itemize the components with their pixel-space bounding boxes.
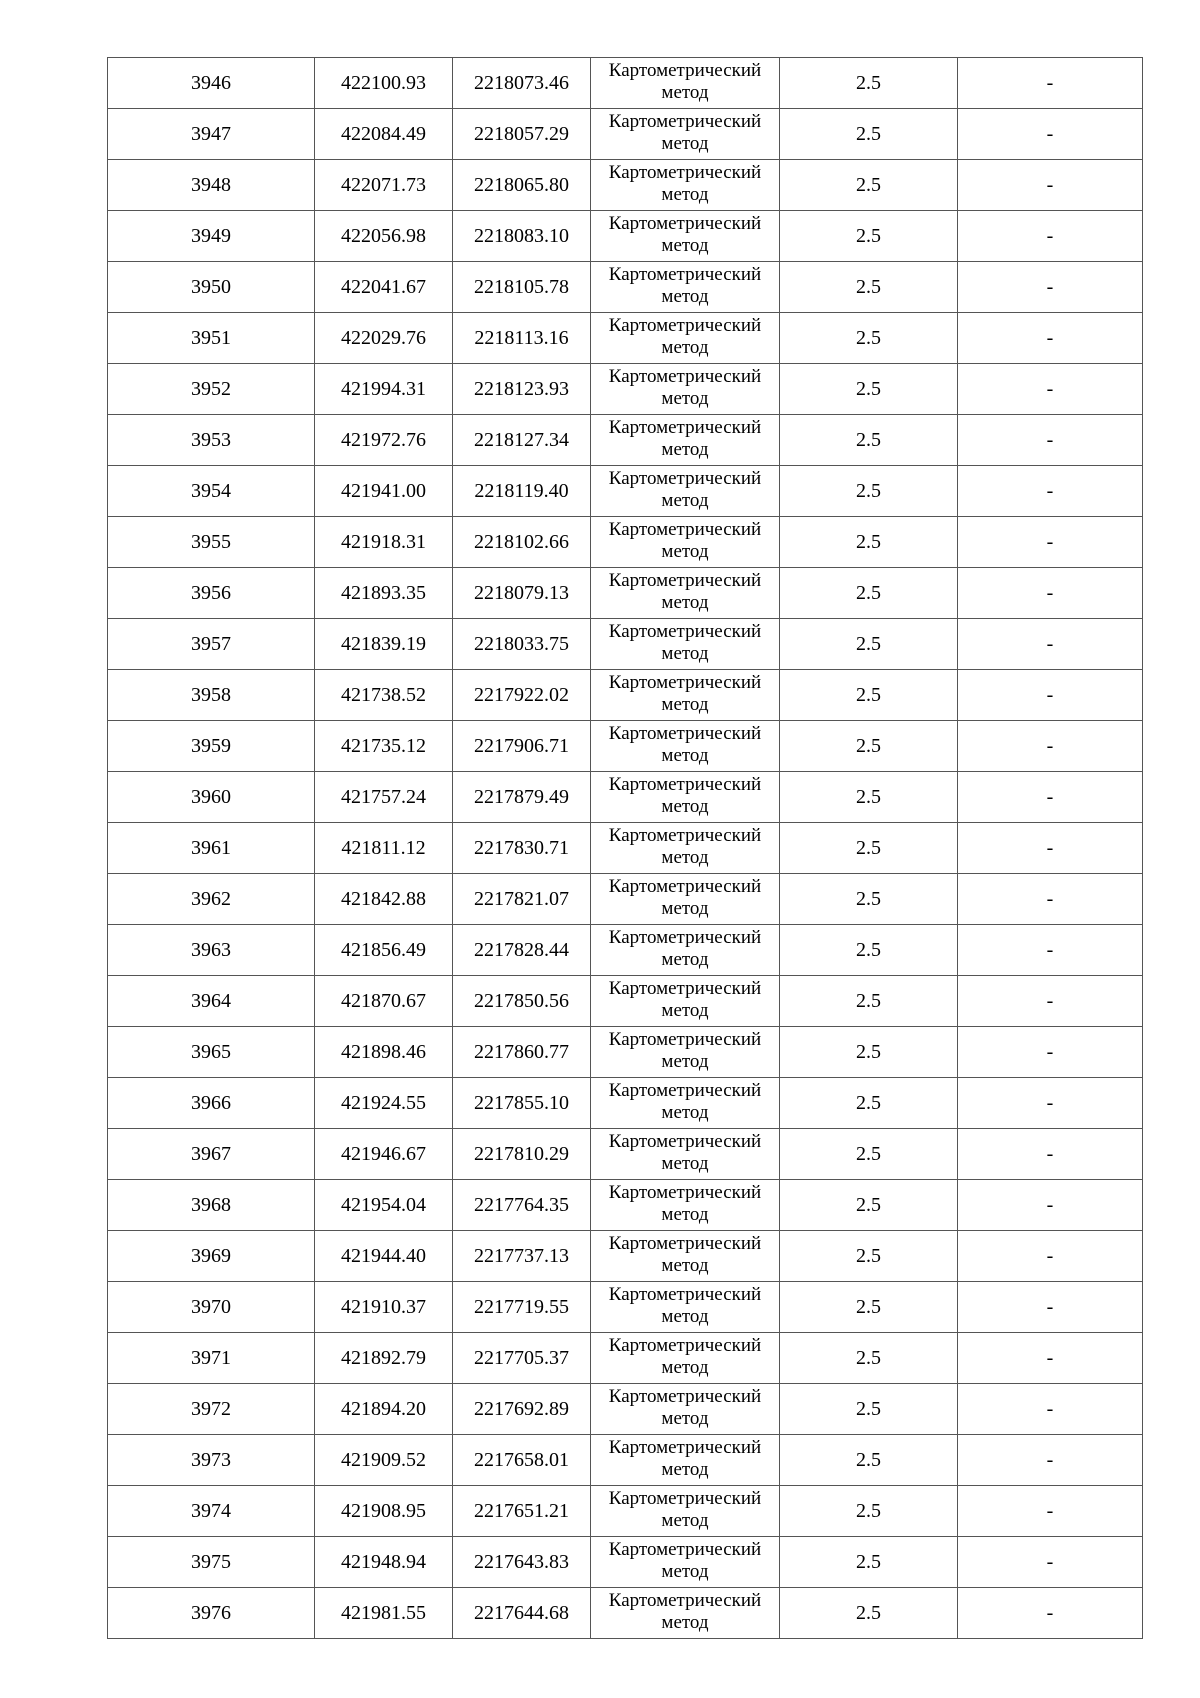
table-row [108,1435,1143,1486]
accuracy-cell: 2.5 [780,925,958,976]
method-line-2: метод [661,1306,709,1327]
table-row [108,925,1143,976]
point-number-cell: 3969 [108,1231,315,1282]
method-line-1: Картометрический [608,1386,762,1407]
method-line-1: Картометрический [608,927,762,948]
method-line-1: Картометрический [608,1233,762,1254]
point-number-cell: 3968 [108,1180,315,1231]
method-line-1: Картометрический [608,111,762,132]
method-line-1: Картометрический [608,774,762,795]
method-cell [591,1384,780,1435]
point-number-cell: 3948 [108,160,315,211]
x-coordinate-cell: 421908.95 [315,1486,453,1537]
method-line-1: Картометрический [608,672,762,693]
note-cell: - [958,1435,1143,1486]
method-line-2: метод [661,1357,709,1378]
method-line-2: метод [661,1153,709,1174]
x-coordinate-cell: 421948.94 [315,1537,453,1588]
note-cell: - [958,262,1143,313]
method-line-1: Картометрический [608,1437,762,1458]
x-coordinate-cell: 421941.00 [315,466,453,517]
note-cell: - [958,1027,1143,1078]
accuracy-cell: 2.5 [780,1027,958,1078]
accuracy-cell: 2.5 [780,619,958,670]
y-coordinate-cell: 2218073.46 [453,58,591,109]
table-row [108,721,1143,772]
method-cell [591,1180,780,1231]
y-coordinate-cell: 2218083.10 [453,211,591,262]
note-cell: - [958,313,1143,364]
table-row [108,568,1143,619]
point-number-cell: 3951 [108,313,315,364]
x-coordinate-cell: 422029.76 [315,313,453,364]
accuracy-cell: 2.5 [780,721,958,772]
coordinates-table [107,57,1143,1639]
y-coordinate-cell: 2217651.21 [453,1486,591,1537]
y-coordinate-cell: 2217850.56 [453,976,591,1027]
method-cell [591,262,780,313]
x-coordinate-cell: 421954.04 [315,1180,453,1231]
accuracy-cell: 2.5 [780,874,958,925]
y-coordinate-cell: 2218105.78 [453,262,591,313]
x-coordinate-cell: 421944.40 [315,1231,453,1282]
y-coordinate-cell: 2218123.93 [453,364,591,415]
note-cell: - [958,874,1143,925]
point-number-cell: 3973 [108,1435,315,1486]
note-cell: - [958,1333,1143,1384]
note-cell: - [958,1588,1143,1639]
table-row [108,364,1143,415]
note-cell: - [958,772,1143,823]
note-cell: - [958,1231,1143,1282]
method-cell [591,1588,780,1639]
accuracy-cell: 2.5 [780,160,958,211]
x-coordinate-cell: 421994.31 [315,364,453,415]
method-line-1: Картометрический [608,162,762,183]
method-line-1: Картометрический [608,1488,762,1509]
accuracy-cell: 2.5 [780,58,958,109]
point-number-cell: 3953 [108,415,315,466]
method-cell [591,1027,780,1078]
method-line-2: метод [661,184,709,205]
note-cell: - [958,1537,1143,1588]
method-line-1: Картометрический [608,1182,762,1203]
note-cell: - [958,1129,1143,1180]
note-cell: - [958,721,1143,772]
y-coordinate-cell: 2217855.10 [453,1078,591,1129]
point-number-cell: 3952 [108,364,315,415]
note-cell: - [958,466,1143,517]
method-cell [591,517,780,568]
table-row [108,313,1143,364]
table-row [108,58,1143,109]
y-coordinate-cell: 2218033.75 [453,619,591,670]
note-cell: - [958,1180,1143,1231]
method-line-1: Картометрический [608,876,762,897]
method-line-1: Картометрический [608,1131,762,1152]
x-coordinate-cell: 421898.46 [315,1027,453,1078]
y-coordinate-cell: 2217830.71 [453,823,591,874]
method-line-1: Картометрический [608,1590,762,1611]
method-line-1: Картометрический [608,1080,762,1101]
method-cell [591,823,780,874]
table-row [108,415,1143,466]
point-number-cell: 3947 [108,109,315,160]
method-line-1: Картометрический [608,570,762,591]
method-cell [591,415,780,466]
method-cell [591,1435,780,1486]
method-line-1: Картометрический [608,1284,762,1305]
method-line-2: метод [661,592,709,613]
table-row [108,160,1143,211]
method-cell [591,1333,780,1384]
point-number-cell: 3967 [108,1129,315,1180]
method-line-2: метод [661,235,709,256]
accuracy-cell: 2.5 [780,1486,958,1537]
table-row [108,1333,1143,1384]
table-row [108,211,1143,262]
accuracy-cell: 2.5 [780,772,958,823]
note-cell: - [958,1282,1143,1333]
x-coordinate-cell: 421981.55 [315,1588,453,1639]
note-cell: - [958,58,1143,109]
point-number-cell: 3954 [108,466,315,517]
accuracy-cell: 2.5 [780,1384,958,1435]
method-cell [591,721,780,772]
accuracy-cell: 2.5 [780,517,958,568]
x-coordinate-cell: 421735.12 [315,721,453,772]
table-row [108,874,1143,925]
point-number-cell: 3949 [108,211,315,262]
accuracy-cell: 2.5 [780,415,958,466]
y-coordinate-cell: 2217764.35 [453,1180,591,1231]
x-coordinate-cell: 422100.93 [315,58,453,109]
y-coordinate-cell: 2217643.83 [453,1537,591,1588]
method-cell [591,925,780,976]
y-coordinate-cell: 2217644.68 [453,1588,591,1639]
accuracy-cell: 2.5 [780,211,958,262]
y-coordinate-cell: 2217658.01 [453,1435,591,1486]
y-coordinate-cell: 2217692.89 [453,1384,591,1435]
method-cell [591,1078,780,1129]
method-line-1: Картометрический [608,213,762,234]
y-coordinate-cell: 2217828.44 [453,925,591,976]
x-coordinate-cell: 421839.19 [315,619,453,670]
method-line-1: Картометрический [608,366,762,387]
note-cell: - [958,1384,1143,1435]
y-coordinate-cell: 2218119.40 [453,466,591,517]
method-cell [591,1282,780,1333]
x-coordinate-cell: 421757.24 [315,772,453,823]
point-number-cell: 3975 [108,1537,315,1588]
method-line-2: метод [661,1204,709,1225]
point-number-cell: 3958 [108,670,315,721]
y-coordinate-cell: 2217821.07 [453,874,591,925]
table-row [108,466,1143,517]
method-line-2: метод [661,847,709,868]
accuracy-cell: 2.5 [780,976,958,1027]
accuracy-cell: 2.5 [780,1588,958,1639]
method-line-1: Картометрический [608,978,762,999]
point-number-cell: 3956 [108,568,315,619]
method-line-1: Картометрический [608,468,762,489]
x-coordinate-cell: 422071.73 [315,160,453,211]
method-line-2: метод [661,694,709,715]
table-row [108,670,1143,721]
point-number-cell: 3957 [108,619,315,670]
method-cell [591,160,780,211]
method-line-2: метод [661,388,709,409]
method-cell [591,466,780,517]
table-row [108,1282,1143,1333]
accuracy-cell: 2.5 [780,568,958,619]
method-line-1: Картометрический [608,621,762,642]
point-number-cell: 3972 [108,1384,315,1435]
table-row [108,619,1143,670]
table-row [108,1486,1143,1537]
method-line-2: метод [661,1051,709,1072]
point-number-cell: 3961 [108,823,315,874]
method-line-2: метод [661,1510,709,1531]
method-line-1: Картометрический [608,1539,762,1560]
table-row [108,1384,1143,1435]
method-cell [591,568,780,619]
accuracy-cell: 2.5 [780,1537,958,1588]
method-line-1: Картометрический [608,417,762,438]
method-cell [591,1486,780,1537]
y-coordinate-cell: 2218057.29 [453,109,591,160]
note-cell: - [958,415,1143,466]
x-coordinate-cell: 421972.76 [315,415,453,466]
coordinates-table-body [108,58,1143,1639]
point-number-cell: 3946 [108,58,315,109]
method-line-2: метод [661,745,709,766]
y-coordinate-cell: 2218065.80 [453,160,591,211]
table-row [108,109,1143,160]
method-cell [591,1537,780,1588]
accuracy-cell: 2.5 [780,466,958,517]
x-coordinate-cell: 421738.52 [315,670,453,721]
note-cell: - [958,1078,1143,1129]
method-cell [591,772,780,823]
y-coordinate-cell: 2217922.02 [453,670,591,721]
x-coordinate-cell: 422084.49 [315,109,453,160]
x-coordinate-cell: 421918.31 [315,517,453,568]
y-coordinate-cell: 2217879.49 [453,772,591,823]
table-row [108,1231,1143,1282]
x-coordinate-cell: 421910.37 [315,1282,453,1333]
point-number-cell: 3966 [108,1078,315,1129]
method-cell [591,619,780,670]
method-line-2: метод [661,898,709,919]
x-coordinate-cell: 421842.88 [315,874,453,925]
accuracy-cell: 2.5 [780,1282,958,1333]
x-coordinate-cell: 421856.49 [315,925,453,976]
note-cell: - [958,1486,1143,1537]
method-line-1: Картометрический [608,1029,762,1050]
method-cell [591,1231,780,1282]
table-row [108,517,1143,568]
accuracy-cell: 2.5 [780,313,958,364]
method-line-2: метод [661,490,709,511]
method-line-2: метод [661,1408,709,1429]
accuracy-cell: 2.5 [780,262,958,313]
y-coordinate-cell: 2218079.13 [453,568,591,619]
table-row [108,976,1143,1027]
point-number-cell: 3964 [108,976,315,1027]
method-line-2: метод [661,1561,709,1582]
accuracy-cell: 2.5 [780,1129,958,1180]
y-coordinate-cell: 2218102.66 [453,517,591,568]
note-cell: - [958,619,1143,670]
accuracy-cell: 2.5 [780,823,958,874]
y-coordinate-cell: 2217906.71 [453,721,591,772]
method-line-2: метод [661,796,709,817]
accuracy-cell: 2.5 [780,1435,958,1486]
table-row [108,262,1143,313]
method-cell [591,670,780,721]
table-row [108,772,1143,823]
point-number-cell: 3955 [108,517,315,568]
method-line-2: метод [661,1255,709,1276]
x-coordinate-cell: 421893.35 [315,568,453,619]
x-coordinate-cell: 421946.67 [315,1129,453,1180]
method-line-2: метод [661,541,709,562]
accuracy-cell: 2.5 [780,1180,958,1231]
y-coordinate-cell: 2218127.34 [453,415,591,466]
table-row [108,1078,1143,1129]
point-number-cell: 3965 [108,1027,315,1078]
method-cell [591,313,780,364]
accuracy-cell: 2.5 [780,109,958,160]
method-line-1: Картометрический [608,315,762,336]
method-line-2: метод [661,1000,709,1021]
method-line-2: метод [661,286,709,307]
method-cell [591,58,780,109]
note-cell: - [958,823,1143,874]
note-cell: - [958,670,1143,721]
x-coordinate-cell: 421924.55 [315,1078,453,1129]
note-cell: - [958,925,1143,976]
method-line-1: Картометрический [608,723,762,744]
accuracy-cell: 2.5 [780,670,958,721]
point-number-cell: 3963 [108,925,315,976]
accuracy-cell: 2.5 [780,1078,958,1129]
method-line-2: метод [661,1459,709,1480]
method-line-2: метод [661,133,709,154]
point-number-cell: 3960 [108,772,315,823]
x-coordinate-cell: 421892.79 [315,1333,453,1384]
note-cell: - [958,364,1143,415]
note-cell: - [958,160,1143,211]
point-number-cell: 3971 [108,1333,315,1384]
accuracy-cell: 2.5 [780,1231,958,1282]
note-cell: - [958,976,1143,1027]
point-number-cell: 3974 [108,1486,315,1537]
point-number-cell: 3950 [108,262,315,313]
method-cell [591,211,780,262]
note-cell: - [958,568,1143,619]
y-coordinate-cell: 2217860.77 [453,1027,591,1078]
method-line-1: Картометрический [608,264,762,285]
table-row [108,823,1143,874]
note-cell: - [958,517,1143,568]
accuracy-cell: 2.5 [780,364,958,415]
method-line-1: Картометрический [608,825,762,846]
point-number-cell: 3962 [108,874,315,925]
method-line-1: Картометрический [608,519,762,540]
method-line-2: метод [661,337,709,358]
x-coordinate-cell: 421870.67 [315,976,453,1027]
method-line-1: Картометрический [608,60,762,81]
point-number-cell: 3970 [108,1282,315,1333]
point-number-cell: 3959 [108,721,315,772]
table-row [108,1588,1143,1639]
table-row [108,1027,1143,1078]
method-cell [591,874,780,925]
y-coordinate-cell: 2218113.16 [453,313,591,364]
method-line-2: метод [661,949,709,970]
method-line-2: метод [661,1612,709,1633]
method-line-2: метод [661,439,709,460]
method-line-1: Картометрический [608,1335,762,1356]
note-cell: - [958,211,1143,262]
point-number-cell: 3976 [108,1588,315,1639]
method-cell [591,976,780,1027]
x-coordinate-cell: 421909.52 [315,1435,453,1486]
y-coordinate-cell: 2217810.29 [453,1129,591,1180]
x-coordinate-cell: 422041.67 [315,262,453,313]
x-coordinate-cell: 421894.20 [315,1384,453,1435]
method-cell [591,364,780,415]
method-line-2: метод [661,82,709,103]
table-row [108,1180,1143,1231]
table-row [108,1129,1143,1180]
y-coordinate-cell: 2217737.13 [453,1231,591,1282]
table-row [108,1537,1143,1588]
x-coordinate-cell: 421811.12 [315,823,453,874]
method-line-2: метод [661,643,709,664]
note-cell: - [958,109,1143,160]
accuracy-cell: 2.5 [780,1333,958,1384]
method-cell [591,109,780,160]
method-line-2: метод [661,1102,709,1123]
method-cell [591,1129,780,1180]
y-coordinate-cell: 2217705.37 [453,1333,591,1384]
y-coordinate-cell: 2217719.55 [453,1282,591,1333]
x-coordinate-cell: 422056.98 [315,211,453,262]
